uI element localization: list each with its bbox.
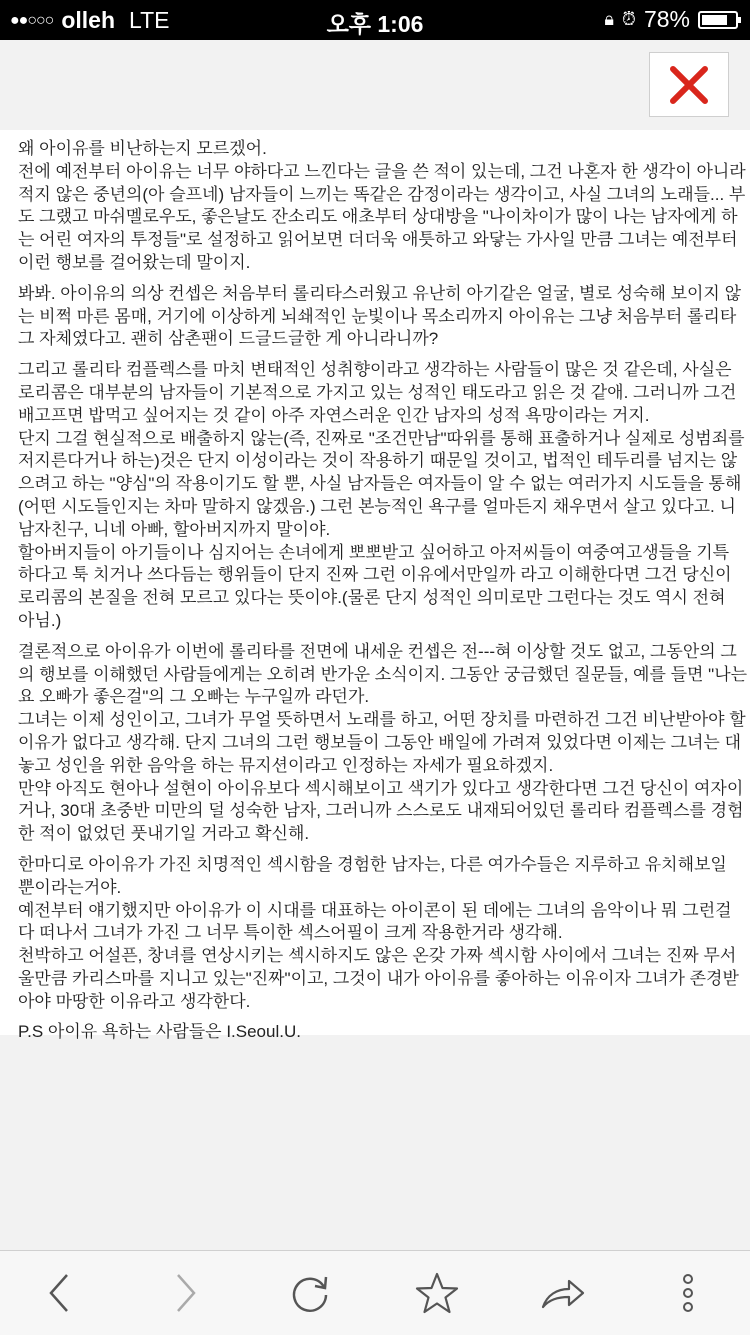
text-line: 남자친구, 니네 아빠, 할아버지까지 말이야.: [18, 519, 331, 539]
alarm-icon: ⏰︎: [621, 9, 636, 29]
text-line: 그리고 롤리타 컴플렉스를 마치 변태적인 성취향이라고 생각하는 사람들이 많은 것 같은데, 사실은: [18, 360, 732, 380]
star-icon: [414, 1271, 460, 1315]
text-line: 뿐이라는거야.: [18, 877, 122, 897]
article-body: [18, 138, 747, 1052]
text-line: 적지 않은 중년의(아 슬프네) 남자들이 느끼는 똑같은 감정이라는 생각이고, 사실 그녀의 노래들... 부: [18, 184, 746, 204]
text-line: 도 그랬고 마쉬멜로우도, 좋은날도 잔소리도 애초부터 상대방을 "나이차이가 많이 나는 남자에게 하: [18, 207, 738, 227]
text-line: 한마디로 아이유가 가진 치명적인 섹시함을 경험한 남자는, 다른 여가수들은 지루하고 유치해보일: [18, 854, 727, 874]
battery-icon: [698, 11, 738, 29]
signal-strength: ●●○○○: [10, 11, 54, 29]
text-line: 예전부터 얘기했지만 아이유가 이 시대를 대표하는 아이콘이 된 데에는 그녀의 음악이나 뭐 그런걸: [18, 900, 732, 920]
browser-toolbar: [0, 1250, 750, 1335]
text-line: 의 행보를 이해했던 사람들에게는 오히려 반가운 소식이지. 그동안 궁금했던 질문들, 예를 들면 "나는: [18, 664, 748, 684]
text-line: 왜 아이유를 비난하는지 모르겠어.: [18, 139, 267, 158]
text-line: 배고프면 밥먹고 싶어지는 것 같이 아주 자연스러운 인간 남자의 성적 욕망이라는 거지.: [18, 405, 650, 425]
text-line: 로리콤은 대부분의 남자들이 기본적으로 가지고 있는 성적인 태도라고 읽은 것 같애. 그러니까 그건: [18, 382, 737, 402]
carrier: olleh: [61, 7, 115, 33]
article-paragraph: [18, 138, 747, 275]
bookmark-button[interactable]: [412, 1271, 462, 1315]
text-line: 로리콤의 본질을 전혀 모르고 있다는 뜻이야.(물론 단지 성적인 의미로만 그런다는 것도 역시 전혀: [18, 588, 726, 608]
text-line: 요 오빠가 좋은걸"의 그 오빠는 누구일까 라던가.: [18, 687, 370, 707]
article-paragraph: [18, 1021, 747, 1044]
article-paragraph: [18, 283, 747, 351]
article-paragraph: [18, 641, 747, 846]
text-line: 아야 마땅한 이유라고 생각한다.: [18, 991, 251, 1011]
battery-percent: 78%: [643, 6, 690, 32]
text-line: 봐봐. 아이유의 의상 컨셉은 처음부터 롤리타스러웠고 유난히 아기같은 얼굴, 별로 성숙해 보이지 않: [18, 283, 742, 303]
text-line: 그녀는 이제 성인이고, 그녀가 무얼 뜻하면서 노래를 하고, 어떤 장치를 마련하건 그건 비난받아야 할: [18, 710, 746, 730]
text-line: 는 비쩍 마른 몸매, 거기에 이상하게 뇌쇄적인 눈빛이나 목소리까지 아이유는 그냥 처음부터 롤리타: [18, 306, 737, 326]
text-line: 는 어린 여자의 투정들"로 설정하고 읽어보면 더더욱 애틋하고 와닿는 가사일 만큼 그녀는 예전부터: [18, 230, 738, 250]
text-line: 다 떠나서 그녀가 가진 그 너무 특이한 섹스어필이 크게 작용한거라 생각해.: [18, 923, 563, 943]
reload-button[interactable]: [285, 1271, 335, 1315]
text-line: 이런 행보를 걸어왔는데 말이지.: [18, 252, 251, 272]
page-header: [0, 40, 750, 130]
text-line: 전에 예전부터 아이유는 너무 야하다고 느낀다는 글을 쓴 적이 있는데, 그건 나혼자 한 생각이 아니라: [18, 161, 746, 181]
text-line: 으려고 하는 "양심"의 작용이기도 할 뿐, 사실 남자들은 여자들이 알 수 없는 여러가지 시도들을 통해: [18, 474, 742, 494]
chevron-left-icon: [45, 1271, 75, 1315]
close-x-icon: [667, 63, 711, 107]
text-line: 저지른다거나 하는)것은 단지 이성이라는 것이 작용하기 때문일 것이고, 법적인 테두리를 넘지는 않: [18, 451, 738, 471]
text-line: P.S 아이유 욕하는 사람들은 I.Seoul.U.: [18, 1022, 301, 1042]
rotation-lock-icon: 🔒︎: [604, 9, 614, 29]
chevron-right-icon: [170, 1271, 200, 1315]
forward-button[interactable]: [160, 1271, 210, 1315]
text-line: 놓고 성인을 위한 음악을 하는 뮤지션이라고 인정하는 자세가 필요하겠지.: [18, 755, 554, 775]
text-line: 울만큼 카리스마를 지니고 있는"진짜"이고, 그것이 내가 아이유를 좋아하는 이유이자 그녀가 존경받: [18, 968, 739, 988]
text-line: 이유가 없다고 생각해. 단지 그녀의 그런 행보들이 그동안 배일에 가려져 있었다면 이제는 그녀는 대: [18, 732, 742, 752]
text-line: 천박하고 어설픈, 창녀를 연상시키는 섹시하지도 않은 온갖 가짜 섹시함 사이에서 그녀는 진짜 무서: [18, 946, 737, 966]
status-bar: [0, 0, 750, 40]
close-button[interactable]: [649, 52, 729, 117]
clock: 오후 1:06: [326, 11, 424, 37]
share-arrow-icon: [539, 1271, 587, 1315]
more-vertical-icon: [678, 1271, 698, 1315]
text-line: (어떤 시도들인지는 차마 말하지 않겠음.) 그런 본능적인 욕구를 얼마든지 채우면서 살고 있다고. 니: [18, 496, 736, 516]
text-line: 하다고 툭 치거나 쓰다듬는 행위들이 단지 진짜 그런 이유에서만일까 라고 이해한다면 그건 당신이: [18, 565, 732, 585]
text-line: 한 적이 없었던 풋내기일 거라고 확신해.: [18, 824, 310, 844]
text-line: 만약 아직도 현아나 설현이 아이유보다 섹시해보이고 색기가 있다고 생각한다면 그건 당신이 여자이: [18, 778, 744, 798]
reload-icon: [288, 1271, 332, 1315]
text-line: 그 자체였다고. 괜히 삼촌팬이 드글드글한 게 아니라니까?: [18, 329, 439, 349]
article-content: [0, 130, 750, 1042]
text-line: 할아버지들이 아기들이나 심지어는 손녀에게 뽀뽀받고 싶어하고 아저씨들이 여중여고생들을 기특: [18, 542, 730, 562]
text-line: 아님.): [18, 610, 62, 630]
text-line: 결론적으로 아이유가 이번에 롤리타를 전면에 내세운 컨셉은 전---혀 이상할 것도 없고, 그동안의 그: [18, 641, 737, 661]
back-button[interactable]: [35, 1271, 85, 1315]
share-button[interactable]: [538, 1271, 588, 1315]
more-button[interactable]: [663, 1271, 713, 1315]
text-line: 단지 그걸 현실적으로 배출하지 않는(즉, 진짜로 "조건만남"따위를 통해 표출하거나 실제로 성범죄를: [18, 428, 745, 448]
article-paragraph: [18, 854, 747, 1014]
text-line: 거나, 30대 초중반 미만의 덜 성숙한 남자, 그러니까 스스로도 내재되어있던 롤리타 컴플렉스를 경험: [18, 801, 744, 821]
article-paragraph: [18, 359, 747, 633]
network-type: LTE: [129, 7, 170, 33]
